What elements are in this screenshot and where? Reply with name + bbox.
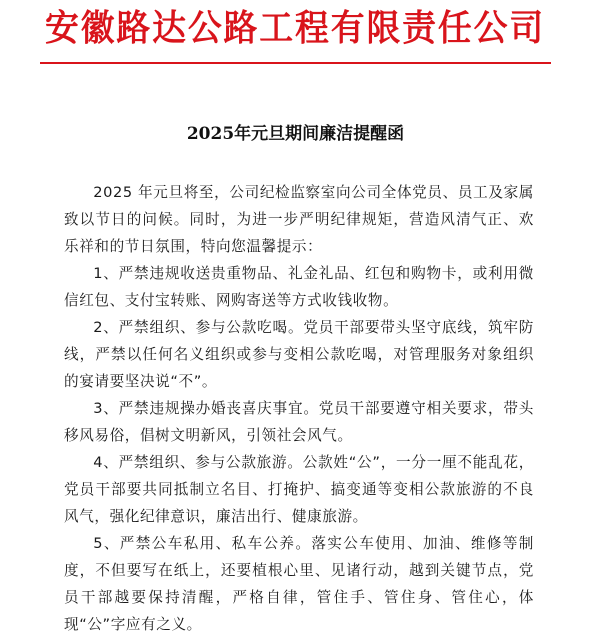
item-4-paragraph: 4、严禁组织、参与公款旅游。公款姓“公”，一分一厘不能乱花，党员干部要共同抵制立名目、打掩护、搞变通等变相公款旅游的不良风气，强化纪律意识，廉洁出行、健康旅游。	[64, 454, 534, 525]
item-3-paragraph: 3、严禁违规操办婚丧喜庆事宜。党员干部要遵守相关要求，带头移风易俗，倡树文明新风，引领社会风气。	[64, 400, 534, 444]
document-title: 2025年元旦期间廉洁提醒函	[186, 124, 405, 144]
letterhead-divider	[40, 62, 551, 64]
item-5-paragraph: 5、严禁公车私用、私车公养。落实公车使用、加油、维修等制度，不但要写在纸上，还要植根心里、见诸行动，越到关键节点，党员干部越要保持清醒，严格自律，管住手、管住身、管住心，体现“公”字应有之义。	[64, 535, 534, 633]
item-1-paragraph: 1、严禁违规收送贵重物品、礼金礼品、红包和购物卡，或利用微信红包、支付宝转账、网购寄送等方式收钱收物。	[64, 265, 534, 309]
letterhead	[0, 2, 591, 54]
intro-paragraph: 2025 年元旦将至，公司纪检监察室向公司全体党员、员工及家属致以节日的问候。同时，为进一步严明纪律规矩，营造风清气正、欢乐祥和的节日氛围，特向您温馨提示：	[64, 184, 534, 255]
company-name: 安徽路达公路工程有限责任公司	[45, 7, 546, 49]
item-2-paragraph: 2、严禁组织、参与公款吃喝。党员干部要带头坚守底线，筑牢防线，严禁以任何名义组织或参与变相公款吃喝，对管理服务对象组织的宴请要坚决说“不”。	[64, 319, 534, 390]
document-body	[64, 179, 534, 638]
